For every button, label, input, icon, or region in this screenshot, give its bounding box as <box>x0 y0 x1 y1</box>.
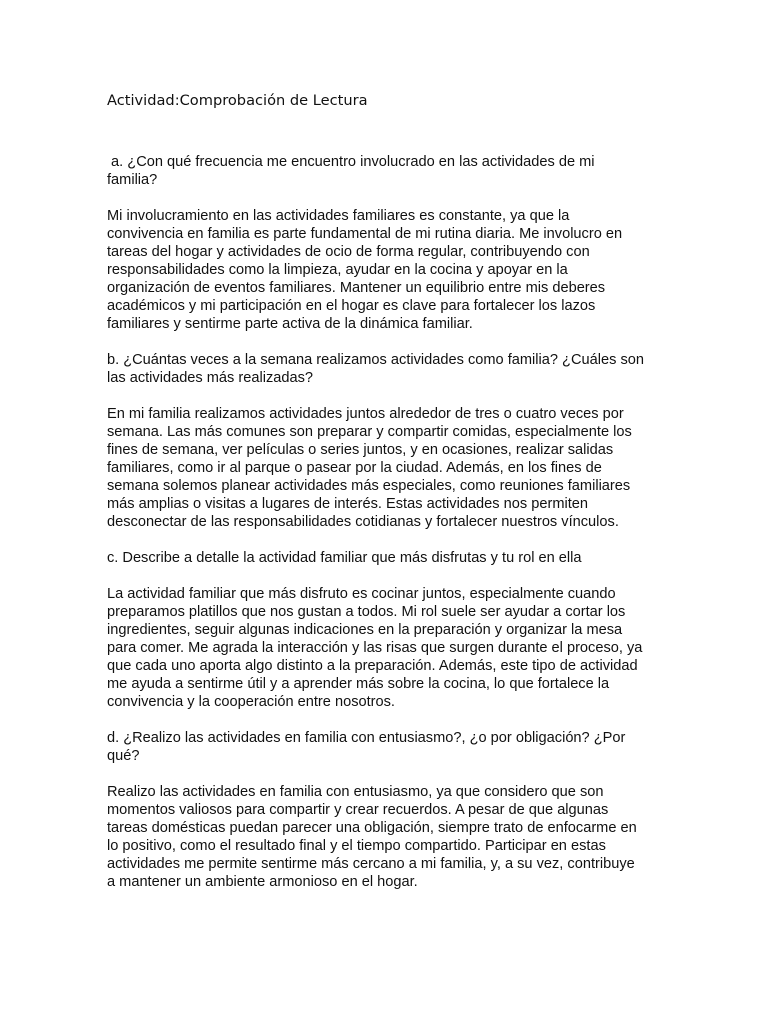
question-d <box>107 729 667 765</box>
question-d-line-1: d. ¿Realizo las actividades en familia con entusiasmo?, ¿o por obligación? ¿Por <box>107 730 626 746</box>
question-c-line-1: c. Describe a detalle la actividad familiar que más disfrutas y tu rol en ella <box>107 550 582 566</box>
answer-a <box>107 207 667 333</box>
answer-d-line-5: actividades me permite sentirme más cercano a mi familia, y, a su vez, contribuye <box>107 856 635 872</box>
question-b <box>107 351 667 387</box>
answer-d-line-1: Realizo las actividades en familia con entusiasmo, ya que considero que son <box>107 784 604 800</box>
answer-b-line-7: desconectar de las responsabilidades cotidianas y fortalecer nuestros vínculos. <box>107 514 619 530</box>
answer-d-line-4: lo positivo, como el resultado final y el tiempo compartido. Participar en estas <box>107 838 606 854</box>
answer-d-line-2: momentos valiosos para compartir y crear recuerdos. A pesar de que algunas <box>107 802 609 818</box>
answer-b-line-1: En mi familia realizamos actividades juntos alrededor de tres o cuatro veces por <box>107 406 624 422</box>
answer-a-line-2: convivencia en familia es parte fundamental de mi rutina diaria. Me involucro en <box>107 226 623 242</box>
answer-d-line-6: a mantener un ambiente armonioso en el hogar. <box>107 874 418 890</box>
answer-b-line-3: fines de semana, ver películas o series juntos, y en ocasiones, realizar salidas <box>107 442 614 458</box>
answer-c-line-4: para comer. Me agrada la interacción y las risas que surgen durante el proceso, ya <box>107 640 643 656</box>
answer-d <box>107 783 667 891</box>
question-c <box>107 549 667 567</box>
answer-c-line-1: La actividad familiar que más disfruto es cocinar juntos, especialmente cuando <box>107 586 616 602</box>
answer-b-line-5: semana solemos planear actividades más especiales, como reuniones familiares <box>107 478 631 494</box>
answer-b <box>107 405 667 531</box>
question-d-line-2: qué? <box>107 748 140 764</box>
question-b-line-1: b. ¿Cuántas veces a la semana realizamos actividades como familia? ¿Cuáles son <box>107 352 644 368</box>
question-a-line-1: a. ¿Con qué frecuencia me encuentro involucrado en las actividades de mi <box>107 154 595 170</box>
answer-b-line-6: más amplias o visitas a lugares de interés. Estas actividades nos permiten <box>107 496 589 512</box>
answer-c-line-7: convivencia y la cooperación entre nosotros. <box>107 694 395 710</box>
answer-a-line-7: familiares y sentirme parte activa de la dinámica familiar. <box>107 316 473 332</box>
answer-a-line-5: organización de eventos familiares. Mantener un equilibrio entre mis deberes <box>107 280 606 296</box>
answer-c-line-6: me ayuda a sentirme útil y a aprender más sobre la cocina, lo que fortalece la <box>107 676 610 692</box>
question-a-line-2: familia? <box>107 172 158 188</box>
answer-a-line-3: tareas del hogar y actividades de ocio de forma regular, contribuyendo con <box>107 244 590 260</box>
answer-c <box>107 585 667 711</box>
answer-c-line-5: que cada uno aporta algo distinto a la preparación. Además, este tipo de actividad <box>107 658 638 674</box>
page-title: Actividad:Comprobación de Lectura <box>107 92 368 109</box>
answer-c-line-2: preparamos platillos que nos gustan a todos. Mi rol suele ser ayudar a cortar los <box>107 604 626 620</box>
answer-a-line-1: Mi involucramiento en las actividades familiares es constante, ya que la <box>107 208 570 224</box>
answer-b-line-2: semana. Las más comunes son preparar y compartir comidas, especialmente los <box>107 424 632 440</box>
question-b-line-2: las actividades más realizadas? <box>107 370 314 386</box>
answer-b-line-4: familiares, como ir al parque o pasear por la ciudad. Además, en los fines de <box>107 460 602 476</box>
document-body <box>107 153 667 909</box>
answer-a-line-6: académicos y mi participación en el hogar es clave para fortalecer los lazos <box>107 298 596 314</box>
question-a <box>107 153 667 189</box>
answer-a-line-4: responsabilidades como la limpieza, ayudar en la cocina y apoyar en la <box>107 262 568 278</box>
answer-c-line-3: ingredientes, seguir algunas indicaciones en la preparación y organizar la mesa <box>107 622 623 638</box>
answer-d-line-3: tareas domésticas puedan parecer una obligación, siempre trato de enfocarme en <box>107 820 637 836</box>
